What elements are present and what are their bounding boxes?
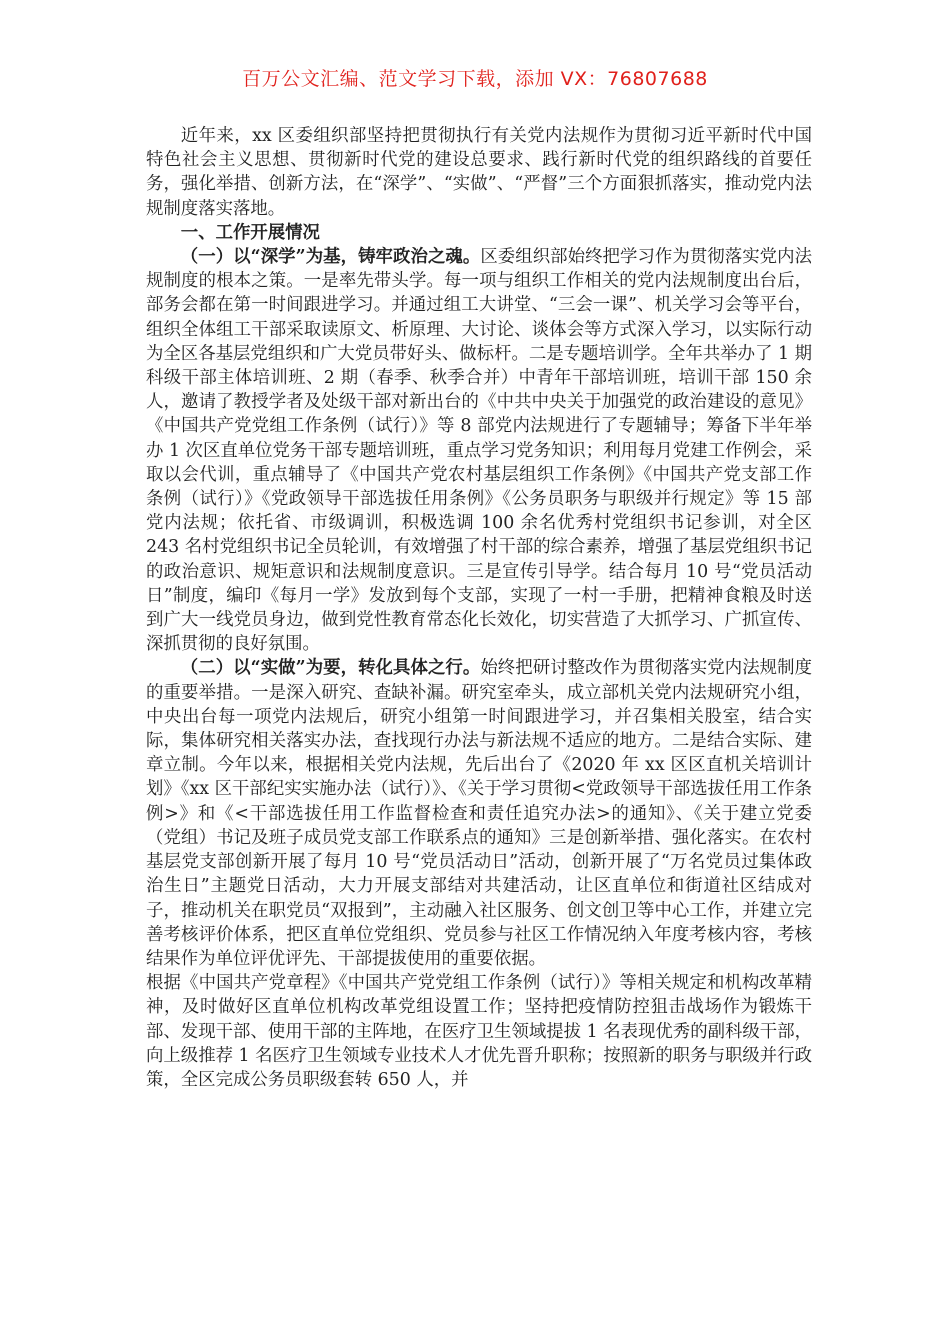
paragraph-lead: （一）以“深学”为基，铸牢政治之魂。 bbox=[180, 247, 481, 268]
paragraph-text: 区委组织部始终把学习作为贯彻落实党内法规制度的根本之策。一是率先带头学。每一项与组织工作相关的党内法规制度出台后，部务会都在第一时间跟进学习。并通过组工大讲堂、“三会一课”、机关学习会等平台，组织全体组工干部采取读原文、析原理、大讨论、谈体会等方式深入学习，以实际行动为全区各基层党组织和广大党员带好头、做标杆。二是专题培训学。全年共举办了 1 期科级干部主体培训班、2 期（春季、秋季合并）中青年干部培训班，培训干部 150 余人，邀请了教授学者及处级干部对新出台的《中共中央关于加强党的政治建设的意见》《中国共产党党组工作条例（试行）》等 8 部党内法规进行了专题辅导；筹备下半年举办 1 次区直单位党务干部专题培训班，重点学习党务知识；利用每月党建工作例会，采取以会代训，重点辅导了《中国共产党农村基层组织工作条例》《中国共产党支部工作条例（试行）》《党政领导干部选拔任用条例》《公务员职务与职级并行规定》等 15 部党内法规；依托省、市级调训，积极选调 100 余名优秀村党组织书记参训，对全区 243 名村党组织书记全员轮训，有效增强了村干部的综合素养，增强了基层党组织书记的政治意识、规矩意识和法规制度意识。三是宣传引导学。结合每月 10 号“党员活动日”制度，编印《每月一学》发放到每个支部，实现了一村一手册，把精神食粮及时送到广大一线党员身边，做到党性教育常态化长效化，切实营造了大抓学习、广抓宣传、深抓贯彻的良好氛围。 bbox=[146, 247, 812, 655]
paragraph-lead: （二）以“实做”为要，转化具体之行。 bbox=[180, 658, 481, 679]
intro-paragraph: 近年来，xx 区委组织部坚持把贯彻执行有关党内法规作为贯彻习近平新时代中国特色社会主义思想、贯彻新时代党的建设总要求、践行新时代党的组织路线的首要任务，强化举措、创新方法，在“深学”、“实做”、“严督”三个方面狠抓落实，推动党内法规制度落实落地。 bbox=[146, 126, 812, 219]
paragraph-deep-study bbox=[146, 245, 812, 656]
document-body bbox=[146, 124, 812, 1092]
section-heading: 一、工作开展情况 bbox=[180, 222, 320, 243]
paragraph-continuation: 根据《中国共产党章程》《中国共产党党组工作条例（试行）》等相关规定和机构改革精神，及时做好区直单位机构改革党组设置工作；坚持把疫情防控狙击战场作为锻炼干部、发现干部、使用干部的主阵地，在医疗卫生领域提拔 1 名表现优秀的副科级干部，向上级推荐 1 名医疗卫生领域专业技术人才优先晋升职称；按照新的职务与职级并行政策，全区完成公务员职级套转 650 人，并 bbox=[146, 973, 812, 1090]
promo-banner: 百万公文汇编、范文学习下载，添加 VX：76807688 bbox=[242, 68, 708, 90]
paragraph-practice bbox=[146, 656, 812, 971]
paragraph-text: 始终把研讨整改作为贯彻落实党内法规制度的重要举措。一是深入研究、查缺补漏。研究室牵头，成立部机关党内法规研究小组，中央出台每一项党内法规后，研究小组第一时间跟进学习，并召集相关股室，结合实际，集体研究相关落实办法，查找现行办法与新法规不适应的地方。二是结合实际、建章立制。今年以来，根据相关党内法规，先后出台了《2020 年 xx 区区直机关培训计划》《xx 区干部纪实实施办法（试行）》、《关于学习贯彻<党政领导干部选拔任用工作条例>》和《<干部选拔任用工作监督检查和责任追究办法>的通知》、《关于建立党委（党组）书记及班子成员党支部工作联系点的通知》三是创新举措、强化落实。在农村基层党支部创新开展了每月 10 号“党员活动日”活动，创新开展了“万名党员过集体政治生日”主题党日活动，大力开展支部结对共建活动，让区直单位和街道社区结成对子，推动机关在职党员“双报到”，主动融入社区服务、创文创卫等中心工作，并建立完善考核评价体系，把区直单位党组织、党员参与社区工作情况纳入年度考核内容，考核结果作为单位评优评先、干部提拔使用的重要依据。 bbox=[146, 658, 812, 969]
